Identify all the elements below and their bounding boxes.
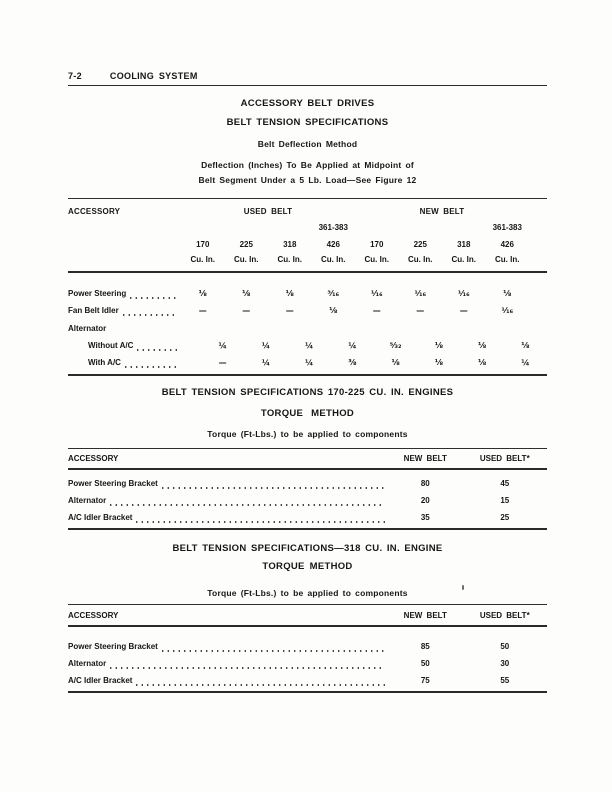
dot-leader	[134, 509, 385, 526]
used-belt-value: 15	[500, 496, 510, 505]
deflection-description-line1: Deflection (Inches) To Be Applied at Midpoint of	[201, 160, 414, 170]
deflection-value: ⅛	[198, 289, 207, 298]
deflection-value: ¼	[261, 358, 271, 367]
dot-leader	[160, 638, 385, 655]
table-row-with-ac	[68, 354, 547, 371]
deflection-value: —	[416, 306, 425, 315]
table-row-without-ac	[68, 337, 547, 354]
column-header-used-belt: USED BELT*	[479, 611, 530, 620]
unit-label: Cu. In.	[234, 255, 259, 264]
deflection-value: ¹⁄₁₆	[501, 306, 514, 315]
table-rule-header-divider	[68, 468, 547, 470]
deflection-value: ⅛	[503, 289, 512, 298]
page-header	[68, 71, 547, 86]
column-header: 318	[457, 240, 471, 249]
row-label: Without A/C	[88, 341, 134, 350]
unit-label: Cu. In.	[190, 255, 215, 264]
table-rule-bottom	[68, 374, 547, 376]
used-belt-value: 45	[500, 479, 510, 488]
dot-leader	[121, 302, 178, 319]
deflection-value: ¹⁄₁₆	[457, 289, 470, 298]
row-label: Fan Belt Idler	[68, 306, 119, 315]
column-header: 426	[500, 240, 514, 249]
table-row-power-steering-bracket	[68, 638, 547, 655]
row-label: A/C Idler Bracket	[68, 513, 133, 522]
torque-table-318	[68, 604, 547, 694]
deflection-value: ⅛	[477, 341, 487, 350]
dot-leader	[134, 672, 385, 689]
torque-table-header-row	[68, 611, 547, 620]
deflection-value: ⅛	[285, 289, 294, 298]
deflection-value: ⅜	[348, 358, 357, 367]
deflection-value: ¹⁄₁₆	[414, 289, 427, 298]
table-rule-top	[68, 604, 547, 605]
deflection-value: —	[285, 306, 294, 315]
heading-torque-method-1: TORQUE METHOD	[260, 408, 355, 419]
deflection-value: —	[198, 306, 207, 315]
deflection-value: ⅛	[477, 358, 487, 367]
used-belt-value: 50	[500, 642, 510, 651]
deflection-value: ¼	[261, 341, 271, 350]
row-label: Alternator	[68, 324, 107, 333]
column-header: 170	[196, 240, 210, 249]
deflection-value: ¼	[304, 341, 314, 350]
new-belt-value: 80	[420, 479, 430, 488]
table-row-alternator	[68, 655, 547, 672]
torque-subtitle-1: Torque (Ft-Lbs.) to be applied to components	[207, 429, 408, 439]
row-label: Power Steering Bracket	[68, 479, 158, 488]
column-header-accessory: ACCESSORY	[68, 207, 121, 216]
group-header-new-belt: NEW BELT	[419, 207, 465, 216]
column-header: 225	[413, 240, 427, 249]
deflection-value: ¼	[348, 341, 357, 350]
table-rule-bottom	[68, 528, 547, 530]
row-label: With A/C	[88, 358, 121, 367]
deflection-value: ⅛	[434, 341, 444, 350]
column-header-new-belt: NEW BELT	[403, 454, 447, 463]
dot-leader	[108, 655, 385, 672]
deflection-value: ¼	[521, 358, 530, 367]
heading-torque-318: BELT TENSION SPECIFICATIONS—318 CU. IN. ENGINE	[172, 543, 443, 554]
column-header-used-belt: USED BELT*	[479, 454, 530, 463]
deflection-value: —	[459, 306, 468, 315]
torque-subtitle-2: Torque (Ft-Lbs.) to be applied to components	[207, 588, 408, 598]
column-header: 225	[239, 240, 253, 249]
heading-belt-deflection-method: Belt Deflection Method	[257, 139, 358, 149]
dot-leader	[160, 475, 385, 492]
deflection-value: ⅛	[329, 306, 338, 315]
print-artifact	[462, 585, 464, 590]
table-rule-top	[68, 198, 547, 199]
table-row-power-steering	[68, 285, 547, 302]
row-label: Power Steering Bracket	[68, 642, 158, 651]
column-header: 170	[370, 240, 384, 249]
heading-accessory-belt-drives: ACCESSORY BELT DRIVES	[240, 98, 375, 109]
table-rule-bottom	[68, 691, 547, 693]
column-header-accessory: ACCESSORY	[68, 454, 119, 463]
deflection-value: ¼	[304, 358, 314, 367]
dot-leader	[108, 492, 385, 509]
table-row-alternator	[68, 492, 547, 509]
row-label: Alternator	[68, 496, 107, 505]
engine-range-header: 361-383	[318, 223, 348, 232]
unit-label: Cu. In.	[321, 255, 346, 264]
torque-table-170-225	[68, 448, 547, 530]
column-header: 318	[283, 240, 297, 249]
page-number: 7-2	[68, 71, 82, 81]
used-belt-value: 30	[500, 659, 510, 668]
new-belt-value: 85	[420, 642, 430, 651]
table-row-power-steering-bracket	[68, 475, 547, 492]
torque-table-header-row	[68, 454, 547, 463]
deflection-value: ⅛	[242, 289, 251, 298]
deflection-value: —	[372, 306, 381, 315]
deflection-value: ³⁄₁₆	[327, 289, 340, 298]
unit-label: Cu. In.	[277, 255, 302, 264]
deflection-value: —	[218, 358, 227, 367]
row-label: Alternator	[68, 659, 107, 668]
deflection-value: ¼	[218, 341, 227, 350]
unit-label: Cu. In.	[451, 255, 476, 264]
dot-leader	[123, 354, 178, 371]
deflection-value: ⅛	[521, 341, 530, 350]
deflection-table	[68, 198, 547, 377]
used-belt-value: 25	[500, 513, 510, 522]
table-row-fan-belt-idler	[68, 302, 547, 319]
heading-torque-170-225: BELT TENSION SPECIFICATIONS 170-225 CU. IN. ENGINES	[161, 387, 454, 398]
group-header-used-belt: USED BELT	[243, 207, 293, 216]
new-belt-value: 20	[420, 496, 430, 505]
deflection-value: ¹⁄₁₆	[370, 289, 383, 298]
dot-leader	[128, 285, 178, 302]
table-row-ac-idler-bracket	[68, 509, 547, 526]
row-label: Power Steering	[68, 289, 127, 298]
table-rule-header-divider	[68, 271, 547, 273]
unit-label: Cu. In.	[495, 255, 520, 264]
table-rule-top	[68, 448, 547, 449]
engine-range-header: 361-383	[492, 223, 522, 232]
new-belt-value: 75	[420, 676, 430, 685]
deflection-description-line2: Belt Segment Under a 5 Lb. Load—See Figure 12	[198, 175, 417, 185]
column-header-accessory: ACCESSORY	[68, 611, 119, 620]
heading-belt-tension-specifications: BELT TENSION SPECIFICATIONS	[226, 117, 389, 128]
heading-torque-method-2: TORQUE METHOD	[262, 561, 353, 572]
table-row-ac-idler-bracket	[68, 672, 547, 689]
unit-label: Cu. In.	[364, 255, 389, 264]
column-header-new-belt: NEW BELT	[403, 611, 447, 620]
new-belt-value: 50	[420, 659, 430, 668]
table-row-alternator	[68, 320, 547, 337]
column-header: 426	[326, 240, 340, 249]
row-label: A/C Idler Bracket	[68, 676, 133, 685]
unit-label: Cu. In.	[408, 255, 433, 264]
chapter-title: COOLING SYSTEM	[109, 71, 198, 81]
deflection-value: ⅛	[434, 358, 444, 367]
deflection-value: ⁵⁄₃₂	[389, 341, 402, 350]
dot-leader	[135, 337, 178, 354]
deflection-value: ⅛	[391, 358, 400, 367]
deflection-value: —	[242, 306, 251, 315]
new-belt-value: 35	[420, 513, 430, 522]
table-rule-header-divider	[68, 625, 547, 627]
used-belt-value: 55	[500, 676, 510, 685]
